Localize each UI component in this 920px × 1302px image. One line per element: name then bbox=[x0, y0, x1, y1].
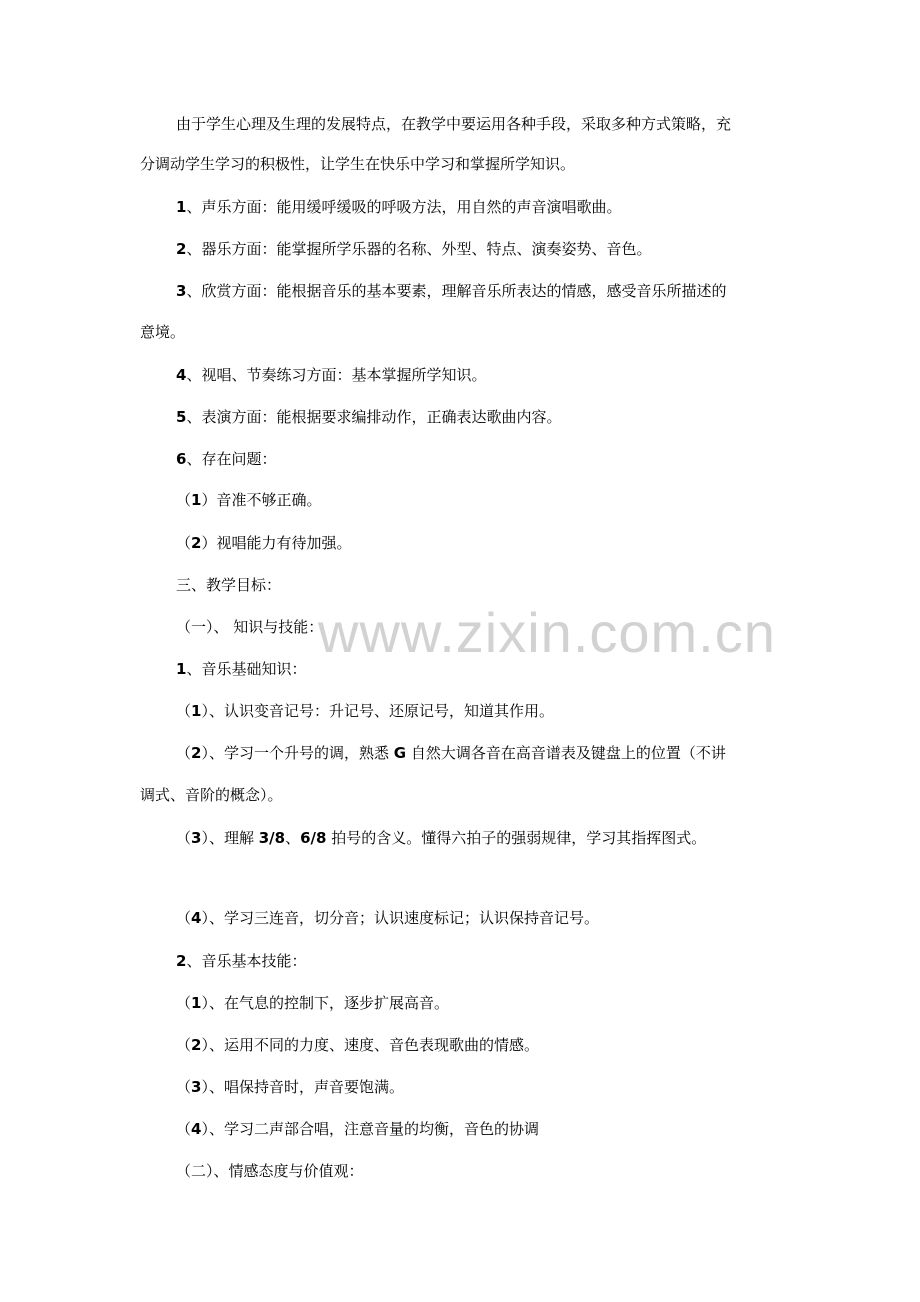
item-number: 1 bbox=[176, 198, 187, 216]
item-number: 3 bbox=[191, 829, 202, 847]
item-number: 4 bbox=[191, 909, 202, 927]
item-instrument bbox=[176, 239, 651, 259]
item-basic-skills bbox=[176, 951, 306, 971]
basics-3 bbox=[176, 828, 706, 848]
skills-4 bbox=[176, 1119, 539, 1139]
text: ）、唱保持音时，声音要饱满。 bbox=[201, 1078, 404, 1096]
text: （ bbox=[176, 829, 192, 847]
item-sight-singing bbox=[176, 365, 486, 385]
text: ）、认识变音记号：升记号、还原记号，知道其作用。 bbox=[201, 702, 554, 720]
paragraph-intro-line1 bbox=[176, 114, 731, 134]
item-number: 2 bbox=[191, 534, 202, 552]
text: （二）、情感态度与价值观： bbox=[176, 1162, 364, 1180]
item-number: 1 bbox=[176, 660, 187, 678]
text: 、视唱、节奏练习方面：基本掌握所学知识。 bbox=[186, 366, 487, 384]
text: 、声乐方面：能用缓呼缓吸的呼吸方法，用自然的声音演唱歌曲。 bbox=[186, 198, 622, 216]
item-number: 1 bbox=[191, 994, 202, 1012]
watermark: www.zixin.com.cn bbox=[318, 601, 776, 664]
skills-2 bbox=[176, 1035, 539, 1055]
text: 、 bbox=[285, 829, 301, 847]
text: 分调动学生学习的积极性，让学生在快乐中学习和掌握所学知识。 bbox=[140, 155, 576, 173]
text: （ bbox=[176, 1036, 192, 1054]
text: ）、在气息的控制下，逐步扩展高音。 bbox=[201, 994, 449, 1012]
item-music-basics bbox=[176, 659, 306, 679]
text: 、表演方面：能根据要求编排动作，正确表达歌曲内容。 bbox=[186, 408, 562, 426]
text: 拍号的含义。懂得六拍子的强弱规律，学习其指挥图式。 bbox=[326, 829, 707, 847]
text: 、器乐方面：能掌握所学乐器的名称、外型、特点、演奏姿势、音色。 bbox=[186, 240, 652, 258]
item-appreciation-line2 bbox=[140, 322, 185, 342]
basics-1 bbox=[176, 701, 554, 721]
time-signature: 6/8 bbox=[300, 829, 327, 847]
text: （ bbox=[176, 702, 192, 720]
skills-3 bbox=[176, 1077, 404, 1097]
item-number: 1 bbox=[191, 702, 202, 720]
text: ）、运用不同的力度、速度、音色表现歌曲的情感。 bbox=[201, 1036, 539, 1054]
item-number: 3 bbox=[191, 1078, 202, 1096]
text: ）、学习一个升号的调，熟悉 bbox=[201, 744, 394, 762]
section-heading-goals bbox=[176, 575, 281, 595]
problem-2 bbox=[176, 533, 351, 553]
item-vocal bbox=[176, 197, 621, 217]
item-number: 3 bbox=[176, 282, 187, 300]
item-performance bbox=[176, 407, 561, 427]
item-number: 2 bbox=[176, 952, 187, 970]
text: （ bbox=[176, 491, 192, 509]
text: （ bbox=[176, 534, 192, 552]
item-number: 6 bbox=[176, 450, 187, 468]
text: 、音乐基础知识： bbox=[186, 660, 307, 678]
text: 三、教学目标： bbox=[176, 576, 282, 594]
text: （ bbox=[176, 1078, 192, 1096]
text: ）、理解 bbox=[201, 829, 259, 847]
text: ）音准不够正确。 bbox=[201, 491, 322, 509]
item-number: 2 bbox=[191, 744, 202, 762]
item-problems bbox=[176, 449, 276, 469]
problem-1 bbox=[176, 490, 321, 510]
item-number: 5 bbox=[176, 408, 187, 426]
subsection-knowledge-skills bbox=[176, 617, 323, 637]
key-name: G bbox=[393, 744, 407, 762]
text: ）、学习三连音，切分音；认识速度标记；认识保持音记号。 bbox=[201, 909, 599, 927]
text: （ bbox=[176, 744, 192, 762]
item-number: 1 bbox=[191, 491, 202, 509]
subsection-attitude-values bbox=[176, 1161, 364, 1181]
basics-2-line2 bbox=[140, 785, 283, 805]
text: 意境。 bbox=[140, 323, 186, 341]
item-number: 2 bbox=[191, 1036, 202, 1054]
item-number: 4 bbox=[176, 366, 187, 384]
time-signature: 3/8 bbox=[258, 829, 286, 847]
text: （一）、 知识与技能： bbox=[176, 618, 324, 636]
skills-1 bbox=[176, 993, 449, 1013]
text: 、音乐基本技能： bbox=[186, 952, 307, 970]
text: ）视唱能力有待加强。 bbox=[201, 534, 352, 552]
text: ）、学习二声部合唱，注意音量的均衡，音色的协调 bbox=[201, 1120, 539, 1138]
text: （ bbox=[176, 994, 192, 1012]
basics-4 bbox=[176, 908, 599, 928]
text: 、存在问题： bbox=[186, 450, 277, 468]
text: 由于学生心理及生理的发展特点，在教学中要运用各种手段，采取多种方式策略，充 bbox=[176, 115, 732, 133]
item-appreciation-line1 bbox=[176, 281, 726, 301]
text: 调式、音阶的概念）。 bbox=[140, 786, 283, 804]
text: （ bbox=[176, 909, 192, 927]
item-number: 2 bbox=[176, 240, 187, 258]
text: 、欣赏方面：能根据音乐的基本要素，理解音乐所表达的情感，感受音乐所描述的 bbox=[186, 282, 727, 300]
item-number: 4 bbox=[191, 1120, 202, 1138]
text: （ bbox=[176, 1120, 192, 1138]
paragraph-intro-line2 bbox=[140, 154, 575, 174]
basics-2-line1 bbox=[176, 743, 726, 763]
text: 自然大调各音在高音谱表及键盘上的位置（不讲 bbox=[406, 744, 726, 762]
